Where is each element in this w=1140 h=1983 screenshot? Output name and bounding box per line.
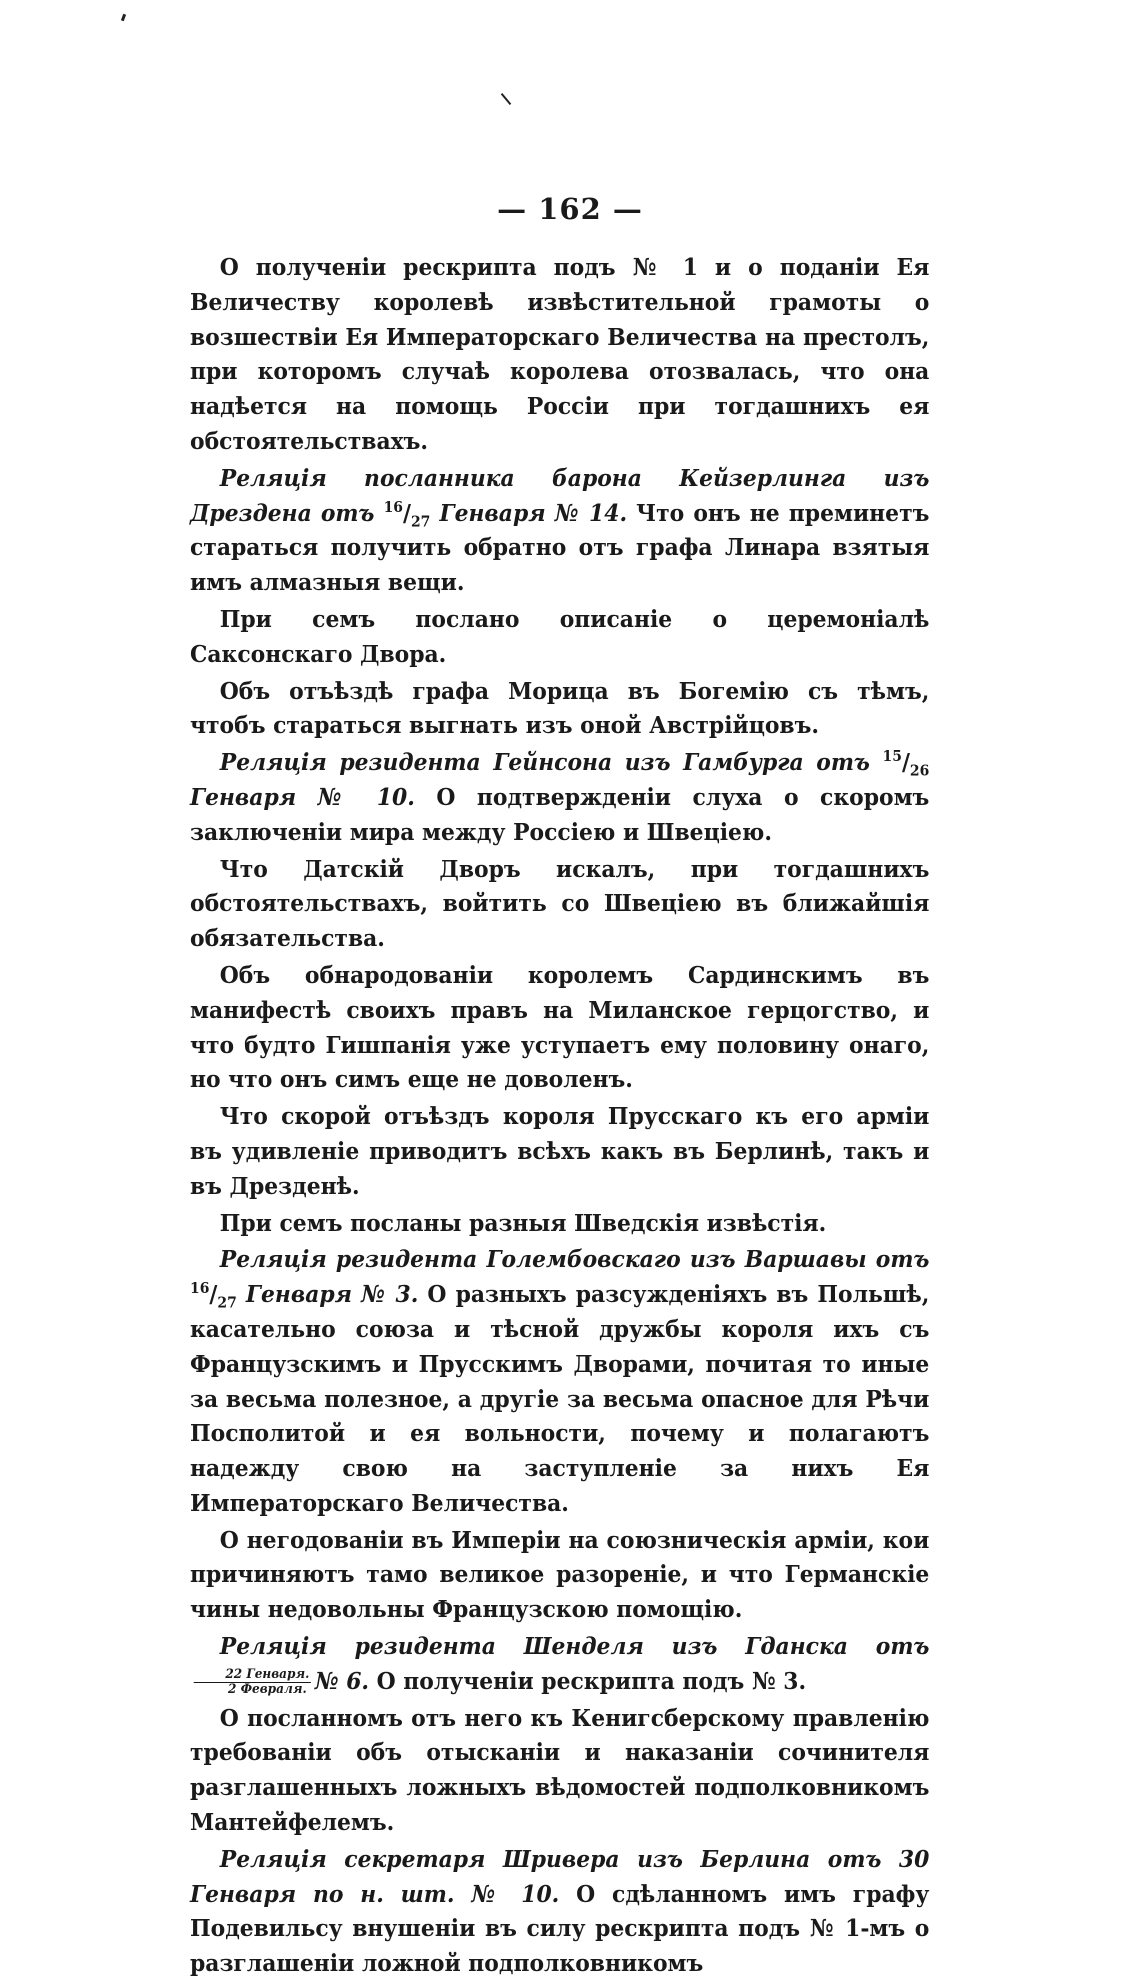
relation-heading: Реляція посланника барона Кейзерлинга изъ Дрездена отъ xyxy=(190,463,930,527)
paragraph-text: О полученіи рескрипта подъ № 3. xyxy=(369,1666,807,1695)
paragraph-text: Объ отъѣздѣ графа Морица въ Богемію съ тѣмъ, чтобъ стараться выгнать изъ оной Австрійцовъ. xyxy=(190,676,930,740)
paragraph-text: О негодованіи въ Имперіи на союзническія арміи, кои причиняютъ тамо великое разореніе, и что Германскіе чины недовольны Французскою помощію. xyxy=(190,1525,930,1624)
date-old-style: 15 xyxy=(882,747,902,766)
paragraph-2: Реляція посланника барона Кейзерлинга изъ Дрездена отъ $^{16}/_{27}$ Генваря № 14. Что онъ не преминетъ стараться получить обратно отъ графа Линара взятыя имъ алмазныя вещи. xyxy=(190,463,930,597)
paragraph-text: При семъ посланы разныя Шведскія извѣстія. xyxy=(219,1208,827,1237)
paragraph-9 xyxy=(190,1206,929,1241)
date-fraction-numerator: 22 Генваря. xyxy=(194,1668,311,1683)
paragraph-text: При семъ послано описаніе о церемоніалѣ Саксонскаго Двора. xyxy=(190,604,930,668)
paragraph-1 xyxy=(190,250,929,459)
paragraph-8 xyxy=(190,1099,929,1203)
date-old-style: 16 xyxy=(383,497,403,516)
paragraph-10: Реляція резидента Голембовскаго изъ Варшавы отъ $^{16}/_{27}$ Генваря № 3. О разныхъ разсужденіяхъ въ Польшѣ, касательно союза и тѣсной дружбы короля ихъ съ Французскимъ и Прусскимъ Дворами, почитая то иные за весьма полезное, а другіе за весьма опасное для Рѣчи Посполитой и ея вольности, почему и полагаютъ надежду свою на заступленіе за нихъ Ея Императорскаго Величества. xyxy=(190,1245,930,1517)
page-number: — 162 — xyxy=(497,192,643,226)
paragraph-13 xyxy=(190,1701,929,1840)
relation-heading: Реляція резидента Шенделя изъ Гданска отъ xyxy=(219,1632,930,1661)
paragraph-6 xyxy=(190,852,929,956)
paragraph-5: Реляція резидента Гейнсона изъ Гамбурга отъ $^{15}/_{26}$ Генваря № 10. О подтвержденіи слуха о скоромъ заключеніи мира между Россіею и Швеціею. xyxy=(190,747,930,846)
date-new-style: 27 xyxy=(410,512,431,531)
paragraph-14 xyxy=(190,1842,929,1981)
paragraph-text: Что скорой отъѣздъ короля Прусскаго къ его арміи въ удивленіе приводитъ всѣхъ какъ въ Берлинѣ, такъ и въ Дрезденѣ. xyxy=(190,1102,930,1200)
relation-date: Генваря № 3. xyxy=(245,1280,419,1309)
paragraph-text: О разныхъ разсужденіяхъ въ Польшѣ, касательно союза и тѣсной дружбы короля ихъ съ Французскимъ и Прусскимъ Дворами, почитая то иные за весьма полезное, а другіе за весьма опасное для Рѣчи Посполитой и ея вольности, почему и полагаютъ надежду свою на заступленіе за нихъ Ея Императорскаго Величества. xyxy=(190,1280,930,1517)
date-new-style: 26 xyxy=(909,761,930,780)
body-text xyxy=(190,250,929,1983)
paragraph-3 xyxy=(190,602,929,672)
relation-date: Генваря № 14. xyxy=(439,498,628,527)
print-speck xyxy=(501,93,512,105)
relation-number: № 6. xyxy=(314,1666,370,1695)
date-old-style: 16 xyxy=(190,1279,210,1298)
date-fraction-denominator: 2 Февраля. xyxy=(227,1681,307,1697)
relation-heading: Реляція секретаря Шривера изъ Берлина отъ 30 Генваря по н. шт. № 10. xyxy=(190,1844,930,1908)
date-fraction xyxy=(194,1668,311,1697)
paragraph-text: Объ обнародованіи королемъ Сардинскимъ въ манифестѣ своихъ правъ на Миланское герцогство, и что будто Гишпанія уже уступаетъ ему половину онаго, но что онъ симъ еще не доволенъ. xyxy=(190,960,930,1094)
paragraph-text: О подтвержденіи слуха о скоромъ заключеніи мира между Россіею и Швеціею. xyxy=(190,782,930,846)
paragraph-11 xyxy=(190,1523,929,1627)
date-new-style: 27 xyxy=(217,1293,237,1312)
paragraph-12 xyxy=(190,1629,929,1699)
paragraph-text: О полученіи рескрипта подъ № 1 и о поданіи Ея Величеству королевѣ извѣстительной грамоты о возшествіи Ея Императорскаго Величества на престолъ, при которомъ случаѣ королева отозвалась, что она надѣется на помощь Россіи при тогдашнихъ ея обстоятельствахъ. xyxy=(190,253,930,455)
paragraph-text: О посланномъ отъ него къ Кенигсберскому правленію требованіи объ отысканіи и наказаніи сочинителя разглашенныхъ ложныхъ вѣдомостей подполковникомъ Мантейфелемъ. xyxy=(190,1703,930,1837)
paragraph-text: Что Датскій Дворъ искалъ, при тогдашнихъ обстоятельствахъ, войтить со Швеціею въ ближайшія обязательства. xyxy=(190,854,930,953)
relation-date: Генваря № 10. xyxy=(190,782,415,811)
paragraph-4 xyxy=(190,674,929,744)
paragraph-text: О сдѣланномъ имъ графу Подевильсу внушеніи въ силу рескрипта подъ № 1-мъ о разглашеніи ложной подполковникомъ xyxy=(190,1879,930,1978)
relation-heading: Реляція резидента Гейнсона изъ Гамбурга отъ xyxy=(219,748,870,777)
paragraph-text: Что онъ не преминетъ стараться получить обратно отъ графа Линара взятыя имъ алмазныя вещи. xyxy=(190,498,930,597)
relation-heading: Реляція резидента Голембовскаго изъ Варшавы отъ xyxy=(219,1245,930,1274)
print-speck xyxy=(121,14,126,22)
paragraph-7 xyxy=(190,958,929,1097)
